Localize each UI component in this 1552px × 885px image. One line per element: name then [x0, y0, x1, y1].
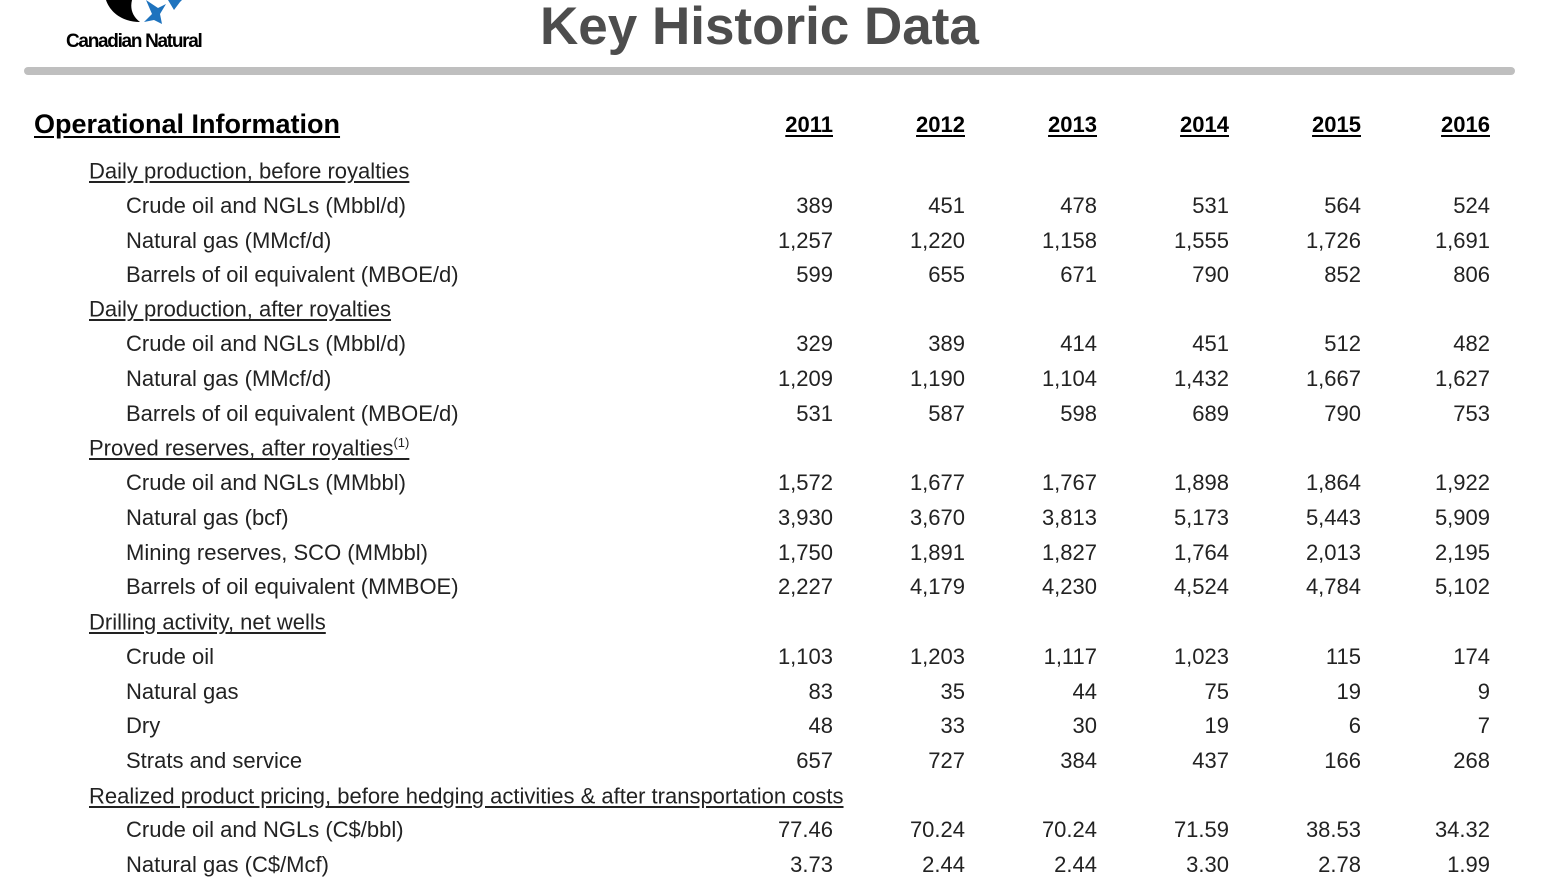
value-cell: 1,158	[1041, 228, 1097, 253]
value-cell: 70.24	[909, 817, 965, 842]
group-header-row	[0, 431, 1552, 465]
logo-text: Canadian Natural	[66, 31, 202, 52]
value-cell: 44	[1072, 679, 1097, 704]
row-label: Crude oil	[126, 644, 215, 669]
value-cell: 689	[1192, 401, 1229, 426]
value-cell: 4,230	[1041, 574, 1097, 599]
table-row	[0, 258, 1552, 292]
value-cell: 35	[940, 679, 965, 704]
value-cell: 30	[1072, 713, 1097, 738]
year-header: 2013	[1048, 112, 1097, 137]
value-cell: 1,117	[1043, 644, 1097, 669]
value-cell: 1,750	[777, 540, 833, 565]
year-header: 2016	[1441, 112, 1490, 137]
value-cell: 478	[1060, 193, 1097, 218]
value-cell: 70.24	[1041, 817, 1097, 842]
value-cell: 34.32	[1434, 817, 1490, 842]
value-cell: 77.46	[777, 817, 833, 842]
year-header: 2012	[916, 112, 965, 137]
value-cell: 2.44	[922, 852, 965, 877]
table-row	[0, 536, 1552, 570]
value-cell: 1,190	[909, 366, 965, 391]
table-row	[0, 501, 1552, 535]
value-cell: 1,209	[777, 366, 833, 391]
table-row	[0, 813, 1552, 847]
value-cell: 790	[1324, 401, 1361, 426]
value-cell: 1,432	[1173, 366, 1229, 391]
value-cell: 3,670	[909, 505, 965, 530]
row-label: Barrels of oil equivalent (MBOE/d)	[126, 262, 459, 287]
value-cell: 4,179	[909, 574, 965, 599]
table-row	[0, 189, 1552, 223]
value-cell: 2,227	[777, 574, 833, 599]
value-cell: 5,443	[1305, 505, 1361, 530]
value-cell: 1,103	[777, 644, 833, 669]
value-cell: 389	[928, 331, 965, 356]
value-cell: 268	[1453, 748, 1490, 773]
value-cell: 1,864	[1305, 470, 1361, 495]
value-cell: 437	[1192, 748, 1229, 773]
value-cell: 790	[1192, 262, 1229, 287]
table-row	[0, 744, 1552, 778]
value-cell: 33	[940, 713, 965, 738]
group-header-row	[0, 154, 1552, 188]
value-cell: 1,898	[1173, 470, 1229, 495]
value-cell: 1,555	[1173, 228, 1229, 253]
row-label: Barrels of oil equivalent (MBOE/d)	[126, 401, 459, 426]
table-row	[0, 640, 1552, 674]
value-cell: 1.99	[1447, 852, 1490, 877]
value-cell: 1,922	[1434, 470, 1490, 495]
value-cell: 753	[1453, 401, 1490, 426]
row-label: Crude oil and NGLs (Mbbl/d)	[126, 331, 407, 356]
value-cell: 3.30	[1186, 852, 1229, 877]
value-cell: 19	[1336, 679, 1361, 704]
company-logo	[66, 0, 246, 56]
value-cell: 1,691	[1434, 228, 1490, 253]
value-cell: 657	[796, 748, 833, 773]
value-cell: 1,764	[1173, 540, 1229, 565]
value-cell: 83	[808, 679, 833, 704]
row-label: Natural gas (bcf)	[126, 505, 289, 530]
value-cell: 1,203	[909, 644, 965, 669]
group-label: Realized product pricing, before hedging activities & after transportation costs	[89, 783, 844, 809]
value-cell: 852	[1324, 262, 1361, 287]
row-label: Barrels of oil equivalent (MMBOE)	[126, 574, 459, 599]
row-label: Crude oil and NGLs (C$/bbl)	[126, 817, 404, 842]
value-cell: 1,667	[1305, 366, 1361, 391]
year-header: 2015	[1312, 112, 1361, 137]
value-cell: 564	[1324, 193, 1361, 218]
table-row	[0, 675, 1552, 709]
value-cell: 451	[1192, 331, 1229, 356]
value-cell: 2.44	[1054, 852, 1097, 877]
table-row	[0, 397, 1552, 431]
value-cell: 6	[1348, 713, 1361, 738]
title-divider	[24, 67, 1515, 75]
value-cell: 329	[796, 331, 833, 356]
value-cell: 1,767	[1041, 470, 1097, 495]
page-title: Key Historic Data	[540, 0, 979, 56]
row-label: Natural gas (MMcf/d)	[126, 228, 332, 253]
value-cell: 587	[928, 401, 965, 426]
value-cell: 1,257	[777, 228, 833, 253]
row-label: Natural gas (MMcf/d)	[126, 366, 332, 391]
value-cell: 524	[1453, 193, 1490, 218]
row-label: Crude oil and NGLs (MMbbl)	[126, 470, 406, 495]
row-label: Dry	[126, 713, 161, 738]
value-cell: 5,102	[1434, 574, 1490, 599]
group-label: Daily production, before royalties	[89, 158, 410, 184]
footnote-marker: (1)	[393, 435, 410, 450]
value-cell: 71.59	[1173, 817, 1229, 842]
value-cell: 5,909	[1434, 505, 1490, 530]
group-label: Daily production, after royalties	[89, 296, 392, 322]
table-row	[0, 709, 1552, 743]
value-cell: 7	[1477, 713, 1490, 738]
group-header-row	[0, 779, 1552, 813]
group-header-row	[0, 292, 1552, 326]
value-cell: 2,195	[1434, 540, 1490, 565]
table-row	[0, 327, 1552, 361]
value-cell: 166	[1324, 748, 1361, 773]
table-row	[0, 224, 1552, 258]
value-cell: 1,023	[1173, 644, 1229, 669]
value-cell: 1,104	[1041, 366, 1097, 391]
value-cell: 3,930	[777, 505, 833, 530]
value-cell: 655	[928, 262, 965, 287]
value-cell: 1,726	[1305, 228, 1361, 253]
row-label: Natural gas (C$/Mcf)	[126, 852, 329, 877]
value-cell: 671	[1060, 262, 1097, 287]
value-cell: 598	[1060, 401, 1097, 426]
value-cell: 806	[1453, 262, 1490, 287]
value-cell: 1,572	[777, 470, 833, 495]
value-cell: 482	[1453, 331, 1490, 356]
value-cell: 389	[796, 193, 833, 218]
year-header: 2011	[785, 112, 833, 137]
row-label: Strats and service	[126, 748, 303, 773]
value-cell: 115	[1325, 644, 1361, 669]
value-cell: 1,827	[1041, 540, 1097, 565]
value-cell: 5,173	[1173, 505, 1229, 530]
value-cell: 1,220	[909, 228, 965, 253]
value-cell: 531	[796, 401, 833, 426]
value-cell: 531	[1192, 193, 1229, 218]
value-cell: 4,524	[1173, 574, 1229, 599]
value-cell: 2.78	[1318, 852, 1361, 877]
value-cell: 48	[808, 713, 833, 738]
value-cell: 19	[1204, 713, 1229, 738]
row-label: Mining reserves, SCO (MMbbl)	[126, 540, 428, 565]
value-cell: 727	[928, 748, 965, 773]
row-label: Crude oil and NGLs (Mbbl/d)	[126, 193, 407, 218]
group-label: Proved reserves, after royalties$^{(1)}$	[89, 435, 410, 461]
logo-mark-icon	[102, 0, 212, 26]
value-cell: 512	[1324, 331, 1361, 356]
value-cell: 414	[1060, 331, 1097, 356]
value-cell: 451	[928, 193, 965, 218]
group-label: Drilling activity, net wells	[89, 609, 326, 635]
value-cell: 1,891	[909, 540, 965, 565]
value-cell: 3,813	[1041, 505, 1097, 530]
row-label: Natural gas	[126, 679, 239, 704]
table-row	[0, 848, 1552, 882]
table-row	[0, 570, 1552, 604]
value-cell: 1,627	[1434, 366, 1490, 391]
value-cell: 3.73	[790, 852, 833, 877]
value-cell: 174	[1453, 644, 1490, 669]
value-cell: 75	[1204, 679, 1229, 704]
value-cell: 2,013	[1305, 540, 1361, 565]
value-cell: 4,784	[1305, 574, 1361, 599]
value-cell: 599	[796, 262, 833, 287]
value-cell: 1,677	[909, 470, 965, 495]
group-header-row	[0, 605, 1552, 639]
value-cell: 38.53	[1305, 817, 1361, 842]
table-row	[0, 362, 1552, 396]
value-cell: 384	[1060, 748, 1097, 773]
section-heading: Operational Information	[34, 109, 341, 139]
value-cell: 9	[1477, 679, 1490, 704]
year-header: 2014	[1180, 112, 1229, 137]
table-row	[0, 466, 1552, 500]
